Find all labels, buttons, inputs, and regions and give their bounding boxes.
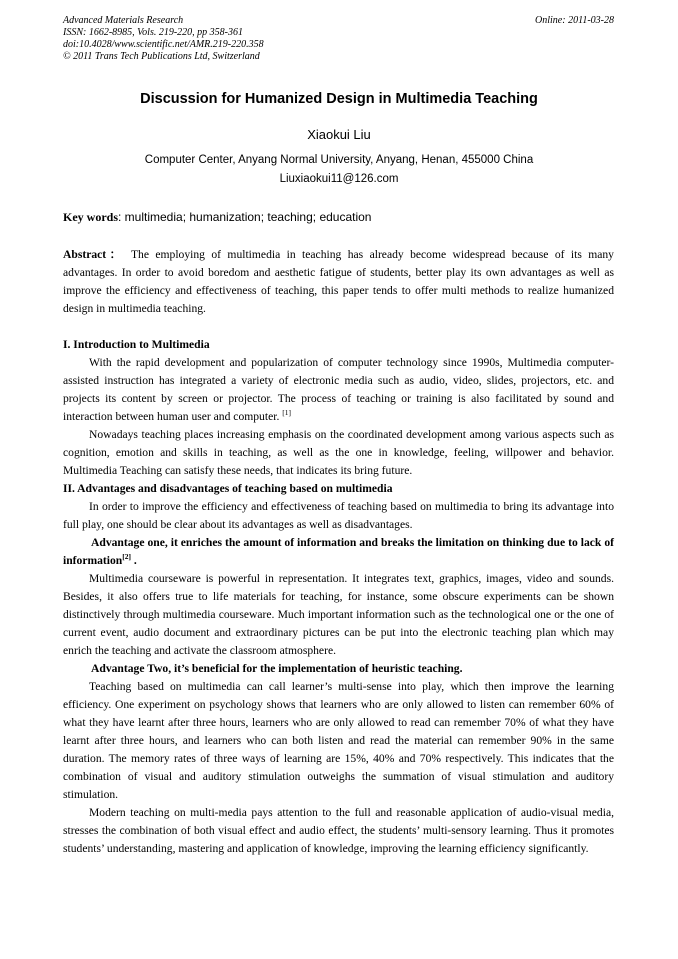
keywords-list: : multimedia; humanization; teaching; education bbox=[118, 210, 372, 224]
section-1-paragraph-2: Nowadays teaching places increasing emphasis on the coordinated development among various aspects such as cognition, emotion and skills in teaching, as well as the one in knowledge, feeling, willpower and behavior. Multimedia Teaching can satisfy these needs, that indicates its bring future. bbox=[63, 428, 614, 477]
citation-2: [2] bbox=[122, 552, 132, 562]
keywords bbox=[63, 210, 614, 225]
advantage-one-title: Advantage one, it enriches the amount of information and breaks the limitation on thinking due to lack of information bbox=[63, 536, 614, 567]
journal-name: Advanced Materials Research bbox=[63, 15, 184, 26]
author-email: Liuxiaokui11@126.com bbox=[279, 173, 399, 185]
advantage-two-heading: Advantage Two, it’s beneficial for the implementation of heuristic teaching. bbox=[91, 662, 463, 675]
copyright-line: © 2011 Trans Tech Publications Ltd, Switzerland bbox=[63, 51, 260, 62]
section-2-paragraph-1: In order to improve the efficiency and effectiveness of teaching based on multimedia to bring its advantage into full play, one should be clear about its advantages as well as disadvantages. bbox=[63, 500, 614, 531]
advantage-one-heading bbox=[63, 534, 614, 570]
doi-line: doi:10.4028/www.scientific.net/AMR.219-220.358 bbox=[63, 39, 264, 50]
paper-title: Discussion for Humanized Design in Multimedia Teaching bbox=[140, 91, 538, 107]
author-name: Xiaokui Liu bbox=[307, 127, 371, 142]
online-date: Online: 2011-03-28 bbox=[535, 15, 614, 26]
advantage-two-paragraph-1: Teaching based on multimedia can call learner’s multi-sense into play, which then improve the learning efficiency. One experiment on psychology shows that learners who are only allowed to listen can remember 60% of what they have learnt after three hours, learners who are only allowed to read can remember 70% of what they have learnt after three hours, and learners who can both listen and read the material can remember 90% in the same duration. The memory rates of three ways of learning are 15%, 40% and 70% respectively. This indicates that the combination of visual and auditory stimulation outweighs the summation of visual stimulation and auditory stimulation. bbox=[63, 680, 614, 801]
section-2-heading: II. Advantages and disadvantages of teaching based on multimedia bbox=[63, 482, 393, 495]
issn-line: ISSN: 1662-8985, Vols. 219-220, pp 358-361 bbox=[63, 27, 243, 38]
keywords-label: Key words bbox=[63, 210, 118, 224]
section-1-heading: I. Introduction to Multimedia bbox=[63, 338, 210, 351]
section-1-paragraph-1 bbox=[63, 354, 614, 426]
abstract bbox=[63, 246, 614, 318]
citation-1: [1] bbox=[282, 408, 291, 418]
advantage-two-paragraph-2: Modern teaching on multi-media pays attention to the full and reasonable application of audio-visual media, stresses the combination of both visual effect and audio effect, the students’ multi-sensory learning. Thus it promotes students’ understanding, mastering and application of knowledge, improving the learning efficiency significantly. bbox=[63, 806, 614, 855]
affiliation: Computer Center, Anyang Normal University, Anyang, Henan, 455000 China bbox=[144, 154, 534, 166]
paper-body bbox=[63, 246, 614, 858]
advantage-one-end: . bbox=[133, 554, 137, 567]
journal-header bbox=[63, 15, 264, 63]
paragraph-text: With the rapid development and popularization of computer technology since 1990s, Multimedia computer-assisted instruction has integrated a variety of electronic media such as audio, video, slides, projectors, etc. and projects its content by screen or projector. The process of teaching or training is also facilitated by sound and interaction between human user and computer. bbox=[63, 356, 614, 423]
abstract-label: Abstract： bbox=[63, 248, 125, 261]
abstract-text: The employing of multimedia in teaching has already become widespread because of its many advantages. In order to avoid boredom and aesthetic fatigue of students, better play its own advantages as well as improve the efficiency and effectiveness of teaching, this paper tends to offer multi methods to realize humanized design in multimedia teaching. bbox=[63, 248, 614, 315]
advantage-one-paragraph: Multimedia courseware is powerful in representation. It integrates text, graphics, images, video and sounds. Besides, it also offers true to life materials for teaching, for instance, some obscure experiments can be shown distinctively through multimedia courseware. Much important information such as the technological one or the one of current event, audio document and extraordinary pictures can be put into the electronic teaching plan which may enrich the teaching and activate the classroom atmosphere. bbox=[63, 572, 614, 657]
